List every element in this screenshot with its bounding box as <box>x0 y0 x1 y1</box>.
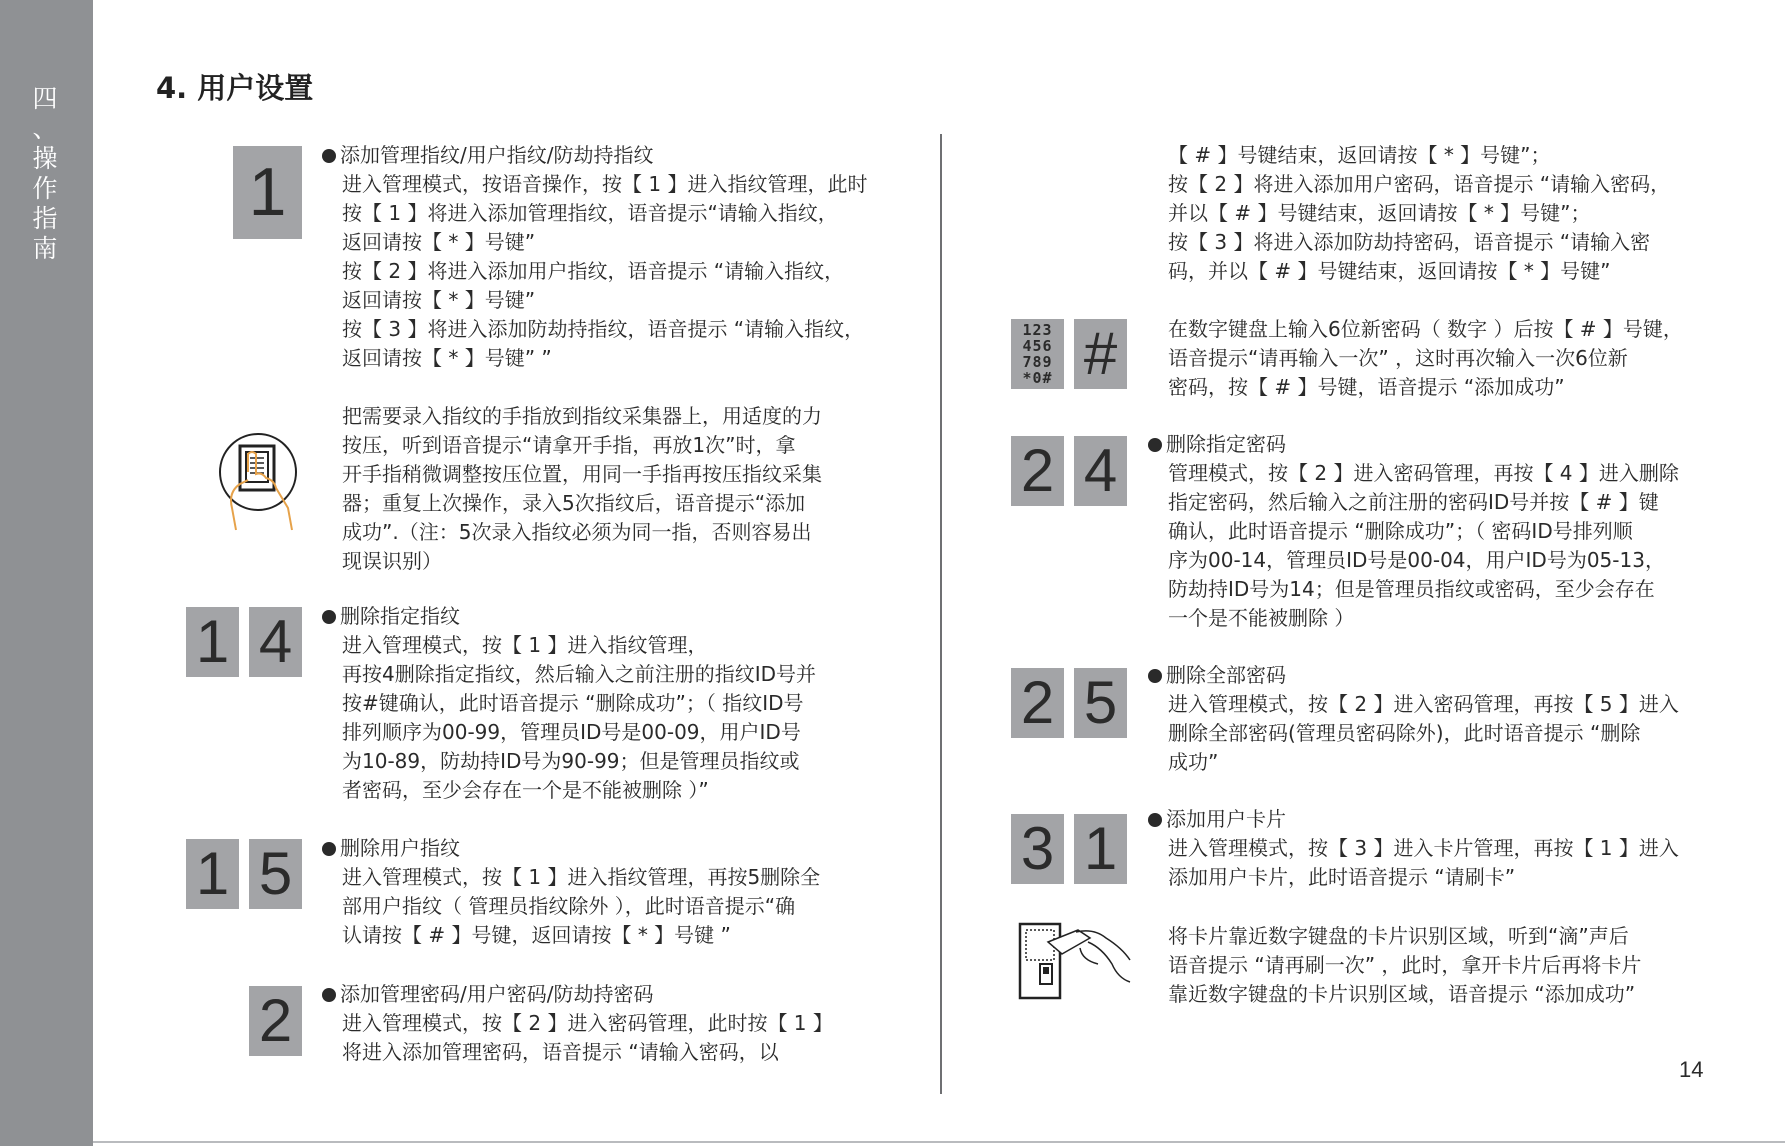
keypad-row: *0# <box>1022 369 1053 387</box>
keypad-row: 789 <box>1022 353 1053 371</box>
swipe-card-section <box>1168 922 1641 1009</box>
page-number: 14 <box>1679 1057 1704 1082</box>
delete-user-fingerprint-section <box>342 834 820 950</box>
text-line: 器；重复上次操作，录入5次指纹后，语音提示“添加 <box>342 491 806 515</box>
text-line: 进入管理模式，按【 2 】进入密码管理，再按【 5 】进入 <box>1168 692 1679 716</box>
bullet-icon <box>1148 813 1162 827</box>
page-title: 4. 用户设置 <box>156 71 314 105</box>
text-line: 确认，此时语音提示 “删除成功”；（ 密码ID号排列顺 <box>1168 519 1633 543</box>
bullet-icon <box>322 988 336 1002</box>
text-line: 按【 1 】将进入添加管理指纹，语音提示“请输入指纹， <box>342 201 838 225</box>
text-line: 语音提示 “请再刷一次” ，此时，拿开卡片后再将卡片 <box>1168 953 1642 977</box>
delete-fingerprint-section <box>342 602 816 805</box>
keypad-row: 456 <box>1022 337 1053 355</box>
key-3-box: 3 <box>1011 814 1064 884</box>
add-fingerprint-section <box>342 141 867 373</box>
section-heading: 删除指定指纹 <box>322 602 816 631</box>
text-line: 码，并以【 # 】号键结束，返回请按【 * 】号键” <box>1168 259 1611 283</box>
text-line: 进入管理模式，按【 2 】进入密码管理，此时按【 1 】 <box>342 1011 833 1035</box>
text-line: 进入管理模式，按【 3 】进入卡片管理，再按【 1 】进入 <box>1168 836 1679 860</box>
text-line: 指定密码，然后输入之前注册的密码ID号并按【 # 】键 <box>1168 490 1659 514</box>
text-line: 进入管理模式，按【 1 】进入指纹管理，再按5删除全 <box>342 865 821 889</box>
text-line: 成功” <box>1168 750 1219 774</box>
sidebar-char: 操 <box>32 144 58 173</box>
keypad-icon <box>1011 319 1064 389</box>
delete-password-section <box>1168 430 1679 633</box>
text-line: 管理模式，按【 2 】进入密码管理，再按【 4 】进入删除 <box>1168 461 1679 485</box>
key-1-box: 1 <box>186 839 239 909</box>
text-line: 按【 2 】将进入添加用户指纹，语音提示 “请输入指纹， <box>342 259 845 283</box>
sidebar-char: 指 <box>32 204 58 233</box>
text-line: 按压，听到语音提示“请拿开手指，再放1次”时，拿 <box>342 433 796 457</box>
text-line: 将卡片靠近数字键盘的卡片识别区域，听到“滴”声后 <box>1168 924 1629 948</box>
sidebar <box>0 0 93 1146</box>
key-2-box: 2 <box>249 986 302 1056</box>
key-1-box: 1 <box>186 607 239 677</box>
bullet-icon <box>1148 438 1162 452</box>
text-line: 按【 2 】将进入添加用户密码，语音提示 “请输入密码， <box>1168 172 1671 196</box>
key-2-box: 2 <box>1011 668 1064 738</box>
add-password-continued-section <box>1168 141 1670 286</box>
text-line: 返回请按【 * 】号键” <box>342 230 536 254</box>
text-line: 进入管理模式，按语音操作，按【 1 】进入指纹管理，此时 <box>342 172 868 196</box>
text-line: 语音提示“请再输入一次” ，这时再次输入一次6位新 <box>1168 346 1628 370</box>
text-line: 序为00-14，管理员ID号是00-04，用户ID号为05-13， <box>1168 548 1665 572</box>
delete-all-password-section <box>1168 661 1679 777</box>
section-heading: 删除用户指纹 <box>322 834 820 863</box>
card-swipe-icon <box>1018 920 1134 1002</box>
keypad-row: 123 <box>1022 321 1053 339</box>
section-heading: 添加管理指纹/用户指纹/防劫持指纹 <box>322 141 867 170</box>
text-line: 将进入添加管理密码，语音提示 “请输入密码，以 <box>342 1040 779 1064</box>
text-line: 为10-89，防劫持ID号为90-99；但是管理员指纹或 <box>342 749 800 773</box>
key-2-box: 2 <box>1011 436 1064 506</box>
bullet-icon <box>322 842 336 856</box>
add-card-section <box>1168 805 1679 892</box>
press-finger-section <box>342 402 822 576</box>
text-line: 按【 3 】将进入添加防劫持密码，语音提示 “请输入密 <box>1168 230 1651 254</box>
text-line: 删除全部密码(管理员密码除外)，此时语音提示 “删除 <box>1168 721 1641 745</box>
text-line: 部用户指纹（ 管理员指纹除外 ），此时语音提示“确 <box>342 894 796 918</box>
text-line: 返回请按【 * 】号键” ” <box>342 346 552 370</box>
sidebar-char: 作 <box>32 174 58 203</box>
key-1-box: 1 <box>233 146 302 239</box>
key-4-box: 4 <box>1074 436 1127 506</box>
key-4-box: 4 <box>249 607 302 677</box>
sidebar-section-title <box>27 84 63 264</box>
key-hash-box: # <box>1074 319 1127 389</box>
section-heading: 删除全部密码 <box>1148 661 1679 690</box>
section-heading: 添加用户卡片 <box>1148 805 1679 834</box>
text-line: 一个是不能被删除 ） <box>1168 606 1355 630</box>
text-line: 者密码，至少会存在一个是不能被删除 ）” <box>342 778 709 802</box>
column-divider <box>940 134 942 1094</box>
text-line: 密码，按【 # 】号键，语音提示 “添加成功” <box>1168 375 1565 399</box>
enter-password-section <box>1168 315 1683 402</box>
text-line: 按#键确认，此时语音提示 “删除成功”；（ 指纹ID号 <box>342 691 804 715</box>
text-line: 开手指稍微调整按压位置，用同一手指再按压指纹采集 <box>342 462 822 486</box>
text-line: 添加用户卡片，此时语音提示 “请刷卡” <box>1168 865 1516 889</box>
bullet-icon <box>1148 669 1162 683</box>
section-heading: 删除指定密码 <box>1148 430 1679 459</box>
text-line: 【 # 】号键结束，返回请按【 * 】号键”； <box>1168 143 1551 167</box>
sidebar-char: 、 <box>32 114 58 143</box>
text-line: 成功”.（注：5次录入指纹必须为同一指，否则容易出 <box>342 520 812 544</box>
text-line: 靠近数字键盘的卡片识别区域，语音提示 “添加成功” <box>1168 982 1636 1006</box>
key-5-box: 5 <box>1074 668 1127 738</box>
text-line: 在数字键盘上输入6位新密码（ 数字 ）后按【 # 】号键， <box>1168 317 1683 341</box>
text-line: 进入管理模式，按【 1 】进入指纹管理， <box>342 633 708 657</box>
key-5-box: 5 <box>249 839 302 909</box>
text-line: 认请按【 # 】号键，返回请按【 * 】号键 ” <box>342 923 731 947</box>
key-1-box: 1 <box>1074 814 1127 884</box>
section-heading: 添加管理密码/用户密码/防劫持密码 <box>322 980 833 1009</box>
add-password-section <box>342 980 833 1067</box>
text-line: 现误识别） <box>342 549 442 573</box>
text-line: 把需要录入指纹的手指放到指纹采集器上，用适度的力 <box>342 404 822 428</box>
finger-press-sensor-icon <box>214 432 306 532</box>
text-line: 并以【 # 】号键结束，返回请按【 * 】号键”； <box>1168 201 1591 225</box>
bullet-icon <box>322 610 336 624</box>
bullet-icon <box>322 149 336 163</box>
text-line: 按【 3 】将进入添加防劫持指纹，语音提示 “请输入指纹， <box>342 317 865 341</box>
text-line: 防劫持ID号为14；但是管理员指纹或密码，至少会存在 <box>1168 577 1655 601</box>
sidebar-char: 四 <box>32 84 58 113</box>
bottom-rule <box>93 1141 1785 1143</box>
text-line: 返回请按【 * 】号键” <box>342 288 536 312</box>
text-line: 再按4删除指定指纹，然后输入之前注册的指纹ID号并 <box>342 662 817 686</box>
sidebar-char: 南 <box>32 234 58 263</box>
text-line: 排列顺序为00-99，管理员ID号是00-09，用户ID号 <box>342 720 801 744</box>
